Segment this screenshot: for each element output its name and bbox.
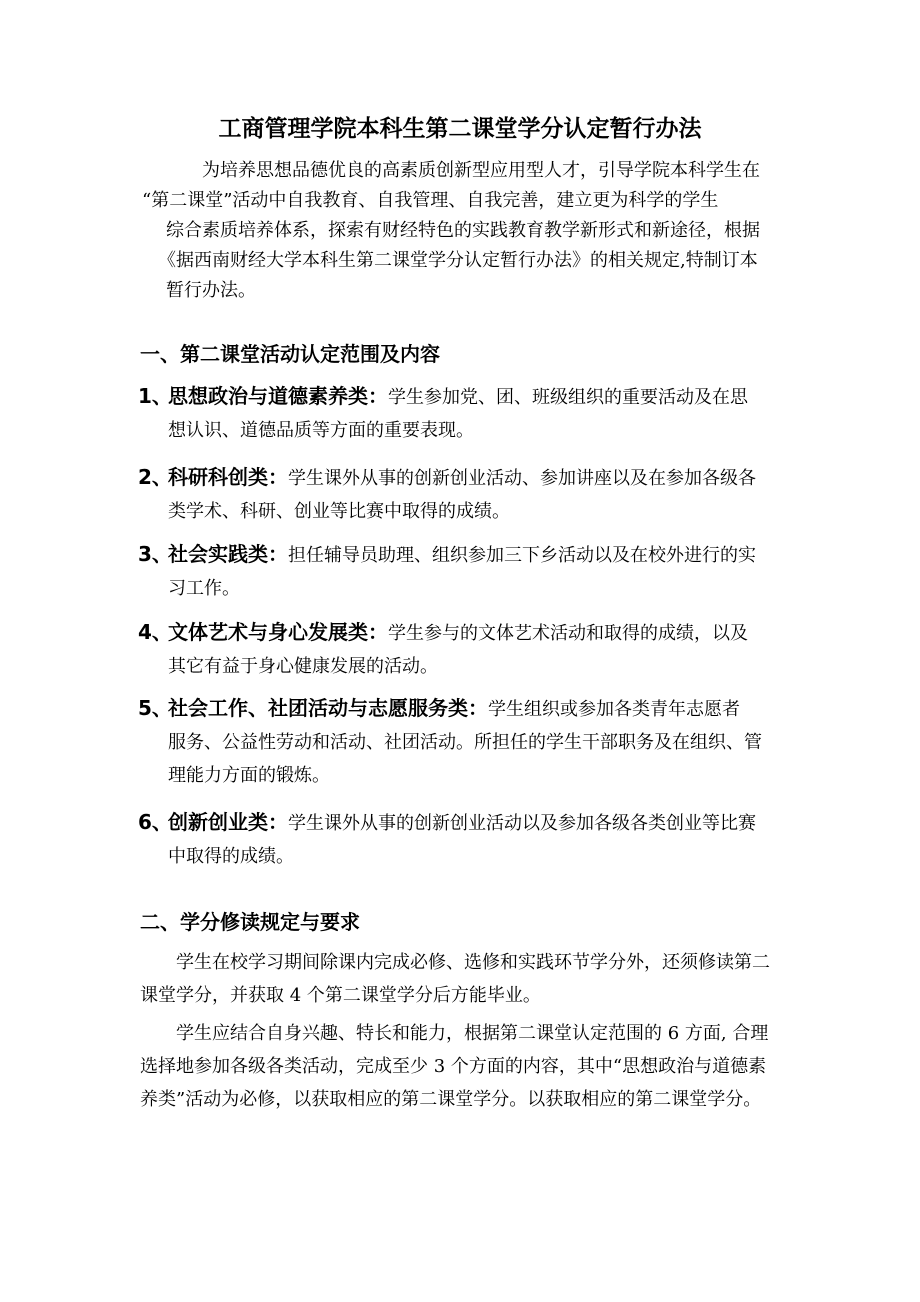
item-label: 创新创业类： — [168, 810, 288, 834]
paragraph-line: 学生在校学习期间除课内完成必修、选修和实践环节学分外，还须修读第二 — [176, 952, 770, 973]
paragraph — [140, 946, 790, 1012]
item-body — [168, 380, 788, 447]
intro-line: 综合素质培养体系，探索有财经特色的实践教育教学新形式和新途径，根据 — [166, 220, 760, 241]
item-number: 5、 — [138, 696, 172, 720]
item-number: 6、 — [138, 810, 172, 834]
intro-line: 《据西南财经大学本科生第二课堂学分认定暂行办法》的相关规定,特制订本 — [158, 250, 758, 271]
item-text: 学生课外从事的创新创业活动、参加讲座以及在参加各级各 — [288, 468, 756, 489]
item-text: 服务、公益性劳动和活动、社团活动。所担任的学生干部职务及在组织、管 — [168, 732, 762, 753]
section-heading: 一、第二课堂活动认定范围及内容 — [140, 342, 440, 366]
item-label: 思想政治与道德素养类： — [168, 384, 388, 408]
paragraph — [140, 1017, 790, 1116]
item-text: 学生参与的文体艺术活动和取得的成绩，以及 — [388, 623, 748, 644]
list-item — [138, 806, 788, 873]
item-body — [168, 806, 788, 873]
paragraph-line: 学生应结合自身兴趣、特长和能力，根据第二课堂认定范围的 6 方面, 合理 — [176, 1023, 769, 1044]
intro-line: “第二课堂”活动中自我教育、自我管理、自我完善，建立更为科学的学生 — [142, 190, 719, 211]
item-text: 其它有益于身心健康发展的活动。 — [168, 656, 438, 677]
item-body — [168, 616, 788, 683]
paragraph-line: 选择地参加各级各类活动，完成至少 3 个方面的内容，其中“思想政治与道德素 — [140, 1056, 767, 1077]
list-item — [138, 461, 788, 528]
list-item — [138, 692, 788, 792]
item-text: 学生课外从事的创新创业活动以及参加各级各类创业等比赛 — [288, 813, 756, 834]
item-text: 中取得的成绩。 — [168, 846, 294, 867]
item-label: 社会工作、社团活动与志愿服务类： — [168, 696, 488, 720]
item-text: 理能力方面的锻炼。 — [168, 765, 330, 786]
intro-paragraph — [142, 156, 788, 306]
item-label: 社会实践类： — [168, 542, 288, 566]
item-number: 2、 — [138, 465, 172, 489]
item-label: 科研科创类： — [168, 465, 288, 489]
intro-line: 为培养思想品德优良的高素质创新型应用型人才，引导学院本科学生在 — [202, 160, 760, 181]
intro-line: 暂行办法。 — [166, 280, 256, 301]
paragraph-line: 课堂学分，并获取 4 个第二课堂学分后方能毕业。 — [140, 985, 541, 1006]
item-body — [168, 692, 788, 792]
item-number: 1、 — [138, 384, 172, 408]
item-text: 习工作。 — [168, 578, 240, 599]
item-number: 3、 — [138, 542, 172, 566]
item-text: 想认识、道德品质等方面的重要表现。 — [168, 420, 474, 441]
item-body — [168, 461, 788, 528]
item-body — [168, 538, 788, 605]
list-item — [138, 538, 788, 605]
paragraph-line: 养类”活动为必修，以获取相应的第二课堂学分。以获取相应的第二课堂学分。 — [140, 1089, 762, 1110]
document-title: 工商管理学院本科生第二课堂学分认定暂行办法 — [218, 116, 702, 142]
item-number: 4、 — [138, 620, 172, 644]
item-text: 学生参加党、团、班级组织的重要活动及在思 — [388, 387, 748, 408]
item-label: 文体艺术与身心发展类： — [168, 620, 388, 644]
item-text: 类学术、科研、创业等比赛中取得的成绩。 — [168, 501, 510, 522]
item-text: 学生组织或参加各类青年志愿者 — [488, 699, 740, 720]
section-heading: 二、学分修读规定与要求 — [140, 910, 360, 934]
list-item — [138, 380, 788, 447]
item-text: 担任辅导员助理、组织参加三下乡活动以及在校外进行的实 — [288, 545, 756, 566]
list-item — [138, 616, 788, 683]
